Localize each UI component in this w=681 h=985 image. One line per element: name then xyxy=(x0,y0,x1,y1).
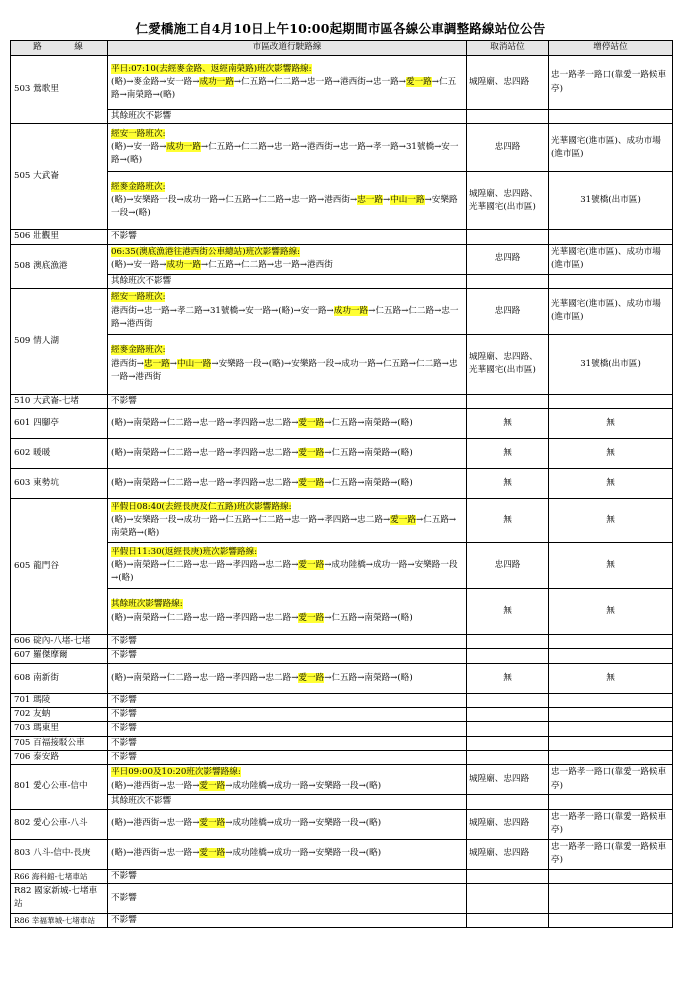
route-name: 601 四腳亭 xyxy=(11,409,108,439)
cancel-stops: 無 xyxy=(467,469,549,499)
table-row xyxy=(11,649,673,663)
add-stops: 無 xyxy=(549,499,673,543)
route-name: 505 大武崙 xyxy=(11,124,108,230)
table-row xyxy=(11,869,673,883)
table-row xyxy=(11,750,673,764)
route-name: 510 大武崙-七堵 xyxy=(11,394,108,408)
table-row xyxy=(11,288,673,334)
detour-text: 不影響 xyxy=(108,722,467,736)
route-name: 503 鶯歌里 xyxy=(11,56,108,124)
table-row xyxy=(11,722,673,736)
add-stops: 忠一路孝一路口(靠愛一路候車亭) xyxy=(549,809,673,839)
header-route: 路 線 xyxy=(11,41,108,56)
cancel-stops: 忠四路 xyxy=(467,244,549,274)
page-title: 仁愛橋施工自4月10日上午10:00起期間市區各線公車調整路線站位公告 xyxy=(135,21,546,36)
table-row xyxy=(11,589,673,635)
table-row xyxy=(11,736,673,750)
cancel-stops: 無 xyxy=(467,439,549,469)
route-name: 706 泰安路 xyxy=(11,750,108,764)
route-name: 703 瑪東里 xyxy=(11,722,108,736)
add-stops: 無 xyxy=(549,409,673,439)
cancel-stops: 城隍廟、忠四路 xyxy=(467,56,549,110)
add-stops: 忠一路孝一路口(靠愛一路候車亭) xyxy=(549,56,673,110)
table-row xyxy=(11,230,673,244)
table-row xyxy=(11,543,673,589)
detour-text: 不影響 xyxy=(108,913,467,927)
route-name: R82 國家新城-七堵車站 xyxy=(11,883,108,913)
header-row xyxy=(11,41,673,56)
table-row xyxy=(11,635,673,649)
cancel-stops: 城隍廟、忠四路 xyxy=(467,809,549,839)
detour-text: (略)→南榮路→仁二路→忠一路→孝四路→忠二路→愛一路→仁五路→南榮路→(略) xyxy=(108,439,467,469)
table-row xyxy=(11,693,673,707)
add-stops: 無 xyxy=(549,439,673,469)
detour-text: 平假日08:40(去經長庚及仁五路)班次影響路線: (略)→安樂路一段→成功一路→仁五路→仁二路→忠一路→孝四路→忠二路→愛一路→仁五路→南榮路→(略) xyxy=(108,499,467,543)
cancel-stops: 城隍廟、忠四路、光華國宅(出市區) xyxy=(467,334,549,394)
route-name: 506 壯觀里 xyxy=(11,230,108,244)
route-name: 509 情人湖 xyxy=(11,288,108,394)
table-row xyxy=(11,124,673,172)
table-row xyxy=(11,56,673,110)
table-row xyxy=(11,708,673,722)
route-name: 802 愛心公車-八斗 xyxy=(11,809,108,839)
route-name: 606 碇內-八堵-七堵 xyxy=(11,635,108,649)
add-stops: 光華國宅(進市區)、成功市場(進市區) xyxy=(549,288,673,334)
detour-text: (略)→南榮路→仁二路→忠一路→孝四路→忠二路→愛一路→仁五路→南榮路→(略) xyxy=(108,469,467,499)
cancel-stops: 城隍廟、忠四路 xyxy=(467,839,549,869)
table-row xyxy=(11,765,673,795)
add-stops: 無 xyxy=(549,663,673,693)
detour-text: (略)→港西街→忠一路→愛一路→成功陸橋→成功一路→安樂路一段→(略) xyxy=(108,809,467,839)
detour-text: 不影響 xyxy=(108,750,467,764)
table-row xyxy=(11,244,673,274)
route-name: 602 暖暖 xyxy=(11,439,108,469)
header-detour: 市區改道行駛路線 xyxy=(108,41,467,56)
detour-text: 經麥金路班次: (略)→安樂路一段→成功一路→仁五路→仁二路→忠一路→港西街→忠一路→中山一路→安樂路一段→(略) xyxy=(108,172,467,230)
detour-text: 不影響 xyxy=(108,649,467,663)
detour-text: (略)→南榮路→仁二路→忠一路→孝四路→忠二路→愛一路→仁五路→南榮路→(略) xyxy=(108,409,467,439)
route-name: 607 羅傑摩爾 xyxy=(11,649,108,663)
detour-text: 不影響 xyxy=(108,736,467,750)
cancel-stops: 城隍廟、忠四路、光華國宅(出市區) xyxy=(467,172,549,230)
detour-text: 平假日11:30(返經長庚)班次影響路線: (略)→南榮路→仁二路→忠一路→孝四路→忠二路→愛一路→成功陸橋→成功一路→安樂路一段→(略) xyxy=(108,543,467,589)
cancel-stops: 忠四路 xyxy=(467,124,549,172)
route-name: 803 八斗-信中-長庚 xyxy=(11,839,108,869)
table-row xyxy=(11,499,673,543)
route-name: 603 東勢坑 xyxy=(11,469,108,499)
add-stops: 無 xyxy=(549,543,673,589)
table-row xyxy=(11,913,673,927)
detour-text: 其餘班次不影響 xyxy=(108,110,467,124)
detour-text: 不影響 xyxy=(108,883,467,913)
table-row xyxy=(11,110,673,124)
detour-text: 不影響 xyxy=(108,230,467,244)
detour-text: 經安一路班次: 港西街→忠一路→孝二路→31號橋→安一路→(略)→安一路→成功一路→仁五路→仁二路→忠一路→港西街 xyxy=(108,288,467,334)
table-row xyxy=(11,883,673,913)
detour-text: 經安一路班次: (略)→安一路→成功一路→仁五路→仁二路→忠一路→港西街→忠一路→孝一路→31號橋→安一路→(略) xyxy=(108,124,467,172)
table-row xyxy=(11,469,673,499)
detour-text: (略)→南榮路→仁二路→忠一路→孝四路→忠二路→愛一路→仁五路→南榮路→(略) xyxy=(108,663,467,693)
header-cancel: 取消站位 xyxy=(467,41,549,56)
detour-text: 經麥金路班次: 港西街→忠一路→中山一路→安樂路一段→(略)→安樂路一段→成功一路→仁五路→仁二路→忠一路→港西街 xyxy=(108,334,467,394)
table-row xyxy=(11,334,673,394)
cancel-stops: 城隍廟、忠四路 xyxy=(467,765,549,795)
route-table xyxy=(10,40,673,928)
route-name: R66 海科館-七堵車站 xyxy=(11,869,108,883)
detour-text: 其餘班次影響路線: (略)→南榮路→仁二路→忠一路→孝四路→忠二路→愛一路→仁五路→南榮路→(略) xyxy=(108,589,467,635)
add-stops: 光華國宅(進市區)、成功市場(進市區) xyxy=(549,124,673,172)
detour-text: 平日09:00及10:20班次影響路線: (略)→港西街→忠一路→愛一路→成功陸橋→成功一路→安樂路一段→(略) xyxy=(108,765,467,795)
detour-text: 不影響 xyxy=(108,394,467,408)
cancel-stops: 無 xyxy=(467,499,549,543)
detour-text: 其餘班次不影響 xyxy=(108,795,467,809)
table-row xyxy=(11,409,673,439)
detour-text: (略)→港西街→忠一路→愛一路→成功陸橋→成功一路→安樂路一段→(略) xyxy=(108,839,467,869)
table-row xyxy=(11,795,673,809)
cancel-stops: 無 xyxy=(467,409,549,439)
add-stops: 31號橋(出市區) xyxy=(549,334,673,394)
add-stops: 無 xyxy=(549,469,673,499)
table-row xyxy=(11,172,673,230)
detour-text: 不影響 xyxy=(108,693,467,707)
route-name: 701 瑪陵 xyxy=(11,693,108,707)
table-row xyxy=(11,839,673,869)
detour-text: 不影響 xyxy=(108,708,467,722)
add-stops: 忠一路孝一路口(靠愛一路候車亭) xyxy=(549,839,673,869)
route-name: 608 南新街 xyxy=(11,663,108,693)
cancel-stops: 無 xyxy=(467,589,549,635)
route-name: 801 愛心公車-信中 xyxy=(11,765,108,809)
table-row xyxy=(11,809,673,839)
route-name: 605 龍門谷 xyxy=(11,499,108,635)
route-name: 705 百福接駁公車 xyxy=(11,736,108,750)
cancel-stops: 忠四路 xyxy=(467,543,549,589)
detour-text: 06:35(澳底漁港往港西街公車總站)班次影響路線: (略)→安一路→成功一路→仁五路→仁二路→忠一路→港西街 xyxy=(108,244,467,274)
cancel-stops: 無 xyxy=(467,663,549,693)
cancel-stops: 忠四路 xyxy=(467,288,549,334)
route-name: R86 幸福華城-七堵車站 xyxy=(11,913,108,927)
detour-text: 其餘班次不影響 xyxy=(108,274,467,288)
add-stops: 忠一路孝一路口(靠愛一路候車亭) xyxy=(549,765,673,795)
table-row xyxy=(11,274,673,288)
route-name: 702 友蚋 xyxy=(11,708,108,722)
add-stops: 無 xyxy=(549,589,673,635)
detour-text: 不影響 xyxy=(108,635,467,649)
header-add: 增停站位 xyxy=(549,41,673,56)
detour-text: 不影響 xyxy=(108,869,467,883)
add-stops: 31號橋(出市區) xyxy=(549,172,673,230)
route-name: 508 澳底漁港 xyxy=(11,244,108,288)
table-row xyxy=(11,394,673,408)
detour-text: 平日:07:10(去經麥金路、返經南榮路)班次影響路線: (略)→麥金路→安一路→成功一路→仁五路→仁二路→忠一路→港西街→忠一路→愛一路→仁五路→南榮路→(略) xyxy=(108,56,467,110)
table-row xyxy=(11,439,673,469)
table-row xyxy=(11,663,673,693)
add-stops: 光華國宅(進市區)、成功市場(進市區) xyxy=(549,244,673,274)
